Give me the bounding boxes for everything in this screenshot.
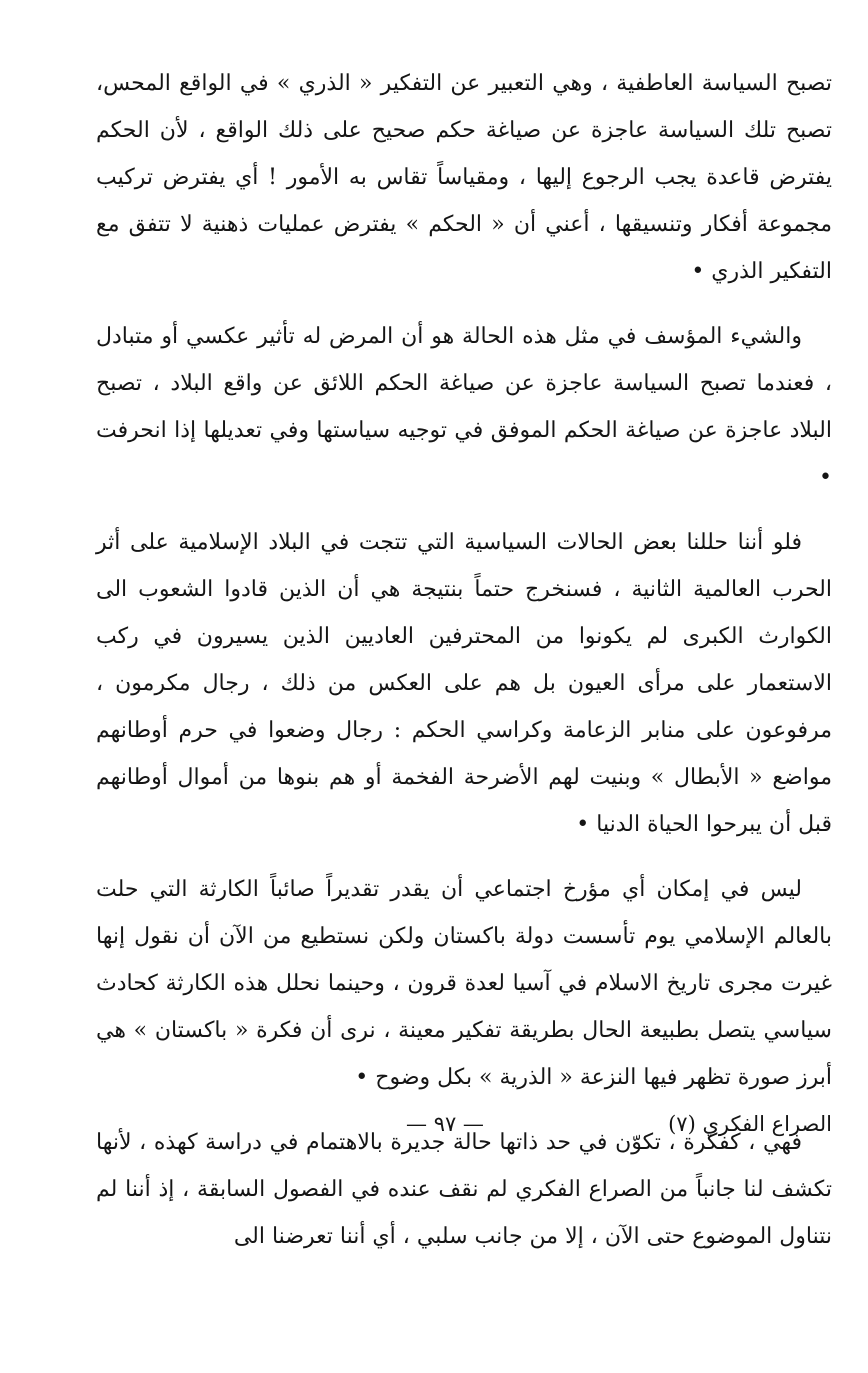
paragraph-2: والشيء المؤسف في مثل هذه الحالة هو أن المرض له تأثير عكسي أو متبادل ، فعندما تصبح السياسة عاجزة عن صياغة الحكم اللائق عن واقع البلاد ، تصبح البلاد عاجزة عن صياغة الحكم الموفق في توجيه سياستها وفي تعديلها إذا انحرفت • — [96, 324, 832, 490]
running-title: الصراع الفكري (٧) — [668, 1112, 832, 1136]
body-text — [96, 60, 832, 1278]
paragraph-3: فلو أننا حللنا بعض الحالات السياسية التي تتجت في البلاد الإسلامية على أثر الحرب العالمية الثانية ، فسنخرج حتماً بنتيجة هي أن الذين قادوا الشعوب الى الكوارث الكبرى لم يكونوا من المحترفين العاديين الذين يسيرون في ركب الاستعمار على مرأى العيون بل هم على العكس من ذلك ، رجال مكرمون ، مرفوعون على منابر الزعامة وكراسي الحكم : رجال وضعوا في حرم أوطانهم مواضع « الأبطال » وبنيت لهم الأضرحة الفخمة أو هم بنوها من أموال أوطانهم قبل أن يبرحوا الحياة الدنيا • — [96, 530, 832, 837]
page-footer — [96, 1104, 832, 1144]
page-number: — ٩٧ — — [406, 1112, 484, 1136]
paragraph-1: تصبح السياسة العاطفية ، وهي التعبير عن التفكير « الذري » في الواقع المحس، تصبح تلك السياسة عاجزة عن صياغة حكم صحيح على ذلك الواقع ، لأن الحكم يفترض قاعدة يجب الرجوع إليها ، ومقياساً تقاس به الأمور ! أي يفترض تركيب مجموعة أفكار وتنسيقها ، أعني أن « الحكم » يفترض عمليات ذهنية لا تتفق مع التفكير الذري • — [96, 71, 832, 284]
paragraph-4: ليس في إمكان أي مؤرخ اجتماعي أن يقدر تقديراً صائباً الكارثة التي حلت بالعالم الإسلامي يوم تأسست دولة باكستان ولكن نستطيع من الآن أن نقول إنها غيرت مجرى تاريخ الاسلام في آسيا لعدة قرون ، وحينما نحلل هذه الكارثة كحادث سياسي يتصل بطبيعة الحال بطريقة تفكير معينة ، نرى أن فكرة « باكستان » هي أبرز صورة تظهر فيها النزعة « الذرية » بكل وضوح • — [96, 877, 832, 1090]
paragraph-5: فهي ، كفكرة ، تكوّن في حد ذاتها حالة جديرة بالاهتمام في دراسة كهذه ، لأنها تكشف لنا جانباً من الصراع الفكري لم نقف عنده في الفصول السابقة ، إذ أننا لم نتناول الموضوع حتى الآن ، إلا من جانب سلبي ، أي أننا تعرضنا الى — [96, 1130, 832, 1249]
